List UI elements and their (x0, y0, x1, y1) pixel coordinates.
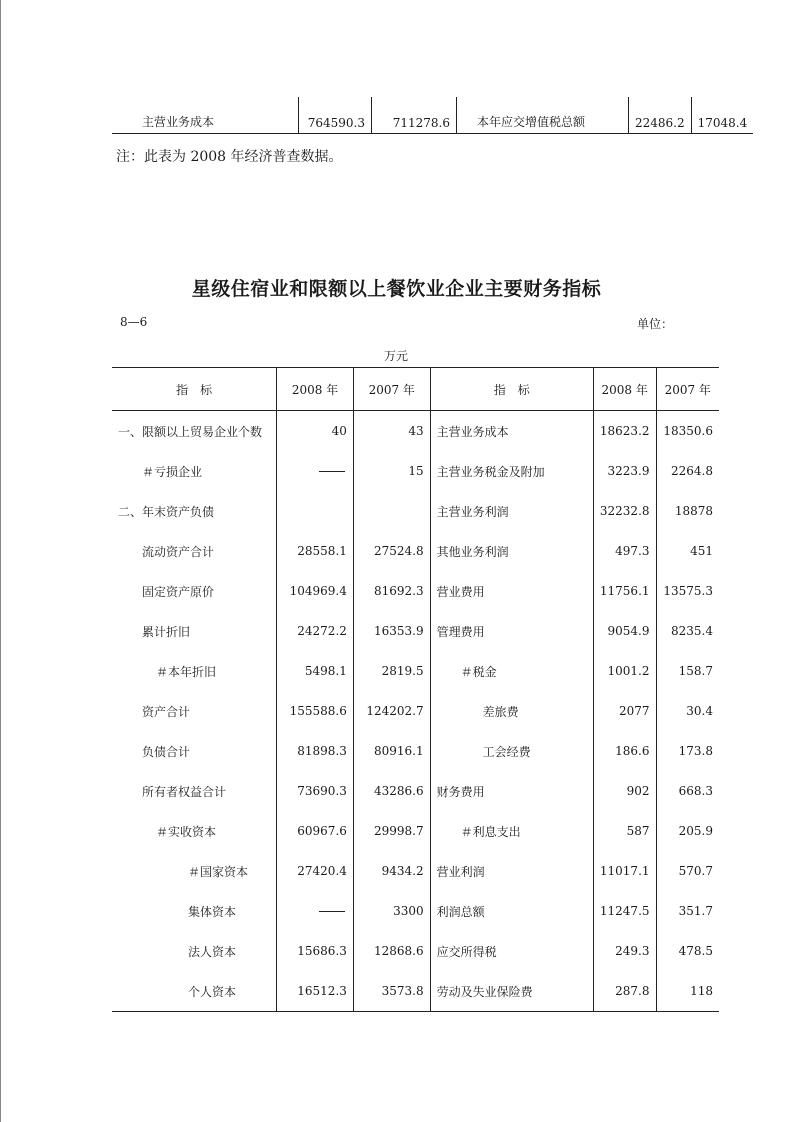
right-indicator-label: 劳动及失业保险费 (430, 971, 593, 1012)
left-indicator-label: ＃实收资本 (156, 824, 217, 839)
table-row (112, 931, 719, 971)
page-left-border (0, 0, 1, 1122)
table-row (112, 971, 719, 1012)
table-row (112, 891, 719, 931)
right-value-2008: 3223.9 (593, 451, 656, 491)
left-value-2007: 3573.8 (353, 971, 430, 1012)
right-value-2008: 18623.2 (593, 411, 656, 452)
right-value-2008: 497.3 (593, 531, 656, 571)
unit-value: 万元 (384, 349, 409, 363)
right-value-2007: 18878 (656, 491, 719, 531)
right-value-2007: 158.7 (656, 651, 719, 691)
right-value-2007: 8235.4 (656, 611, 719, 651)
left-indicator-label: 资产合计 (142, 704, 191, 719)
header-2008: 2008 年 (277, 368, 354, 411)
left-value-2007 (353, 491, 430, 531)
right-value-2007: 668.3 (656, 771, 719, 811)
left-indicator-label: ＃国家资本 (188, 864, 249, 879)
right-value-2007: 30.4 (656, 691, 719, 731)
table-row (112, 571, 719, 611)
right-indicator-label: 应交所得税 (430, 931, 593, 971)
right-value-2008: 186.6 (593, 731, 656, 771)
right-value-2008: 11017.1 (593, 851, 656, 891)
left-value-2008: 27420.4 (277, 851, 354, 891)
header-indicator: 指 标 (430, 368, 593, 411)
left-indicator-label: 个人资本 (188, 984, 237, 999)
left-value-2007: 29998.7 (353, 811, 430, 851)
row-label: 主营业务成本 (142, 115, 215, 129)
row-label: 本年应交增值税总额 (457, 97, 629, 134)
left-indicator-label: ＃亏损企业 (142, 464, 203, 479)
left-value-2008: 40 (277, 411, 354, 452)
left-indicator-label: 负债合计 (142, 744, 191, 759)
left-indicator-label: 集体资本 (188, 904, 237, 919)
table-row (112, 731, 719, 771)
unit-label: 单位： (637, 317, 674, 331)
table-code: 8—6 (120, 315, 148, 329)
left-indicator-label: 固定资产原价 (142, 584, 215, 599)
right-value-2008: 2077 (593, 691, 656, 731)
no-data-dash (319, 471, 345, 472)
left-value-2007: 43286.6 (353, 771, 430, 811)
right-value-2007: 478.5 (656, 931, 719, 971)
header-2008: 2008 年 (593, 368, 656, 411)
right-indicator-label: 主营业务利润 (430, 491, 593, 531)
left-indicator-label: ＃本年折旧 (156, 664, 217, 679)
right-value-2008: 9054.9 (593, 611, 656, 651)
left-value-2008 (277, 891, 354, 931)
left-value-2007: 81692.3 (353, 571, 430, 611)
right-indicator-label: 工会经费 (430, 731, 593, 771)
right-indicator-label: 管理费用 (430, 611, 593, 651)
table-row (112, 411, 719, 452)
left-value-2008: 81898.3 (277, 731, 354, 771)
left-value-2008: 15686.3 (277, 931, 354, 971)
table-row (112, 451, 719, 491)
table-row (112, 531, 719, 571)
no-data-dash (319, 911, 345, 912)
right-value-2007: 570.7 (656, 851, 719, 891)
left-indicator-label: 法人资本 (188, 944, 237, 959)
right-value-2008: 287.8 (593, 971, 656, 1012)
header-2007: 2007 年 (656, 368, 719, 411)
right-value-2007: 451 (656, 531, 719, 571)
left-value-2008: 104969.4 (277, 571, 354, 611)
left-value-2008: 5498.1 (277, 651, 354, 691)
table-row (112, 691, 719, 731)
page-title: 星级住宿业和限额以上餐饮业企业主要财务指标 (191, 278, 602, 300)
right-value-2007: 173.8 (656, 731, 719, 771)
left-value-2007: 27524.8 (353, 531, 430, 571)
table-row (112, 851, 719, 891)
header-row (112, 368, 719, 411)
value-2007: 17048.4 (691, 97, 753, 134)
left-value-2007: 12868.6 (353, 931, 430, 971)
left-value-2007: 15 (353, 451, 430, 491)
left-value-2008: 16512.3 (277, 971, 354, 1012)
right-indicator-label: 主营业务税金及附加 (430, 451, 593, 491)
table-row (112, 811, 719, 851)
right-indicator-label: 营业费用 (430, 571, 593, 611)
table-row (112, 611, 719, 651)
right-value-2008: 11756.1 (593, 571, 656, 611)
value-2007: 711278.6 (372, 97, 457, 134)
right-value-2008: 32232.8 (593, 491, 656, 531)
right-indicator-label: 主营业务成本 (430, 411, 593, 452)
right-value-2007: 18350.6 (656, 411, 719, 452)
right-value-2008: 1001.2 (593, 651, 656, 691)
left-indicator-label: 所有者权益合计 (142, 784, 227, 799)
right-indicator-label: 差旅费 (430, 691, 593, 731)
right-indicator-label: ＃税金 (430, 651, 593, 691)
right-value-2008: 249.3 (593, 931, 656, 971)
left-value-2008: 73690.3 (277, 771, 354, 811)
right-value-2008: 11247.5 (593, 891, 656, 931)
left-value-2007: 3300 (353, 891, 430, 931)
left-value-2008 (277, 491, 354, 531)
left-value-2007: 2819.5 (353, 651, 430, 691)
left-value-2007: 16353.9 (353, 611, 430, 651)
left-indicator-label: 累计折旧 (142, 624, 191, 639)
table-row (112, 651, 719, 691)
left-value-2007: 9434.2 (353, 851, 430, 891)
table-row (112, 97, 753, 134)
value-2008: 764590.3 (299, 97, 372, 134)
left-value-2008: 60967.6 (277, 811, 354, 851)
left-value-2008: 24272.2 (277, 611, 354, 651)
left-value-2008: 155588.6 (277, 691, 354, 731)
left-value-2007: 80916.1 (353, 731, 430, 771)
right-indicator-label: 营业利润 (430, 851, 593, 891)
right-value-2007: 2264.8 (656, 451, 719, 491)
top-fragment-table (112, 97, 753, 134)
table-note: 注：此表为 2008 年经济普查数据。 (116, 149, 343, 165)
table-row (112, 771, 719, 811)
right-value-2008: 587 (593, 811, 656, 851)
right-indicator-label: 利润总额 (430, 891, 593, 931)
right-value-2007: 351.7 (656, 891, 719, 931)
right-value-2008: 902 (593, 771, 656, 811)
left-value-2007: 43 (353, 411, 430, 452)
header-2007: 2007 年 (353, 368, 430, 411)
left-value-2008 (277, 451, 354, 491)
value-2008: 22486.2 (629, 97, 692, 134)
header-indicator: 指 标 (112, 368, 277, 411)
right-indicator-label: ＃利息支出 (430, 811, 593, 851)
left-indicator-label: 二、年末资产负债 (118, 504, 215, 519)
left-value-2008: 28558.1 (277, 531, 354, 571)
right-value-2007: 118 (656, 971, 719, 1012)
left-value-2007: 124202.7 (353, 691, 430, 731)
right-value-2007: 205.9 (656, 811, 719, 851)
financial-indicators-table (112, 367, 719, 1012)
table-row (112, 491, 719, 531)
right-indicator-label: 财务费用 (430, 771, 593, 811)
left-indicator-label: 一、限额以上贸易企业个数 (118, 424, 263, 439)
left-indicator-label: 流动资产合计 (142, 544, 215, 559)
right-value-2007: 13575.3 (656, 571, 719, 611)
right-indicator-label: 其他业务利润 (430, 531, 593, 571)
